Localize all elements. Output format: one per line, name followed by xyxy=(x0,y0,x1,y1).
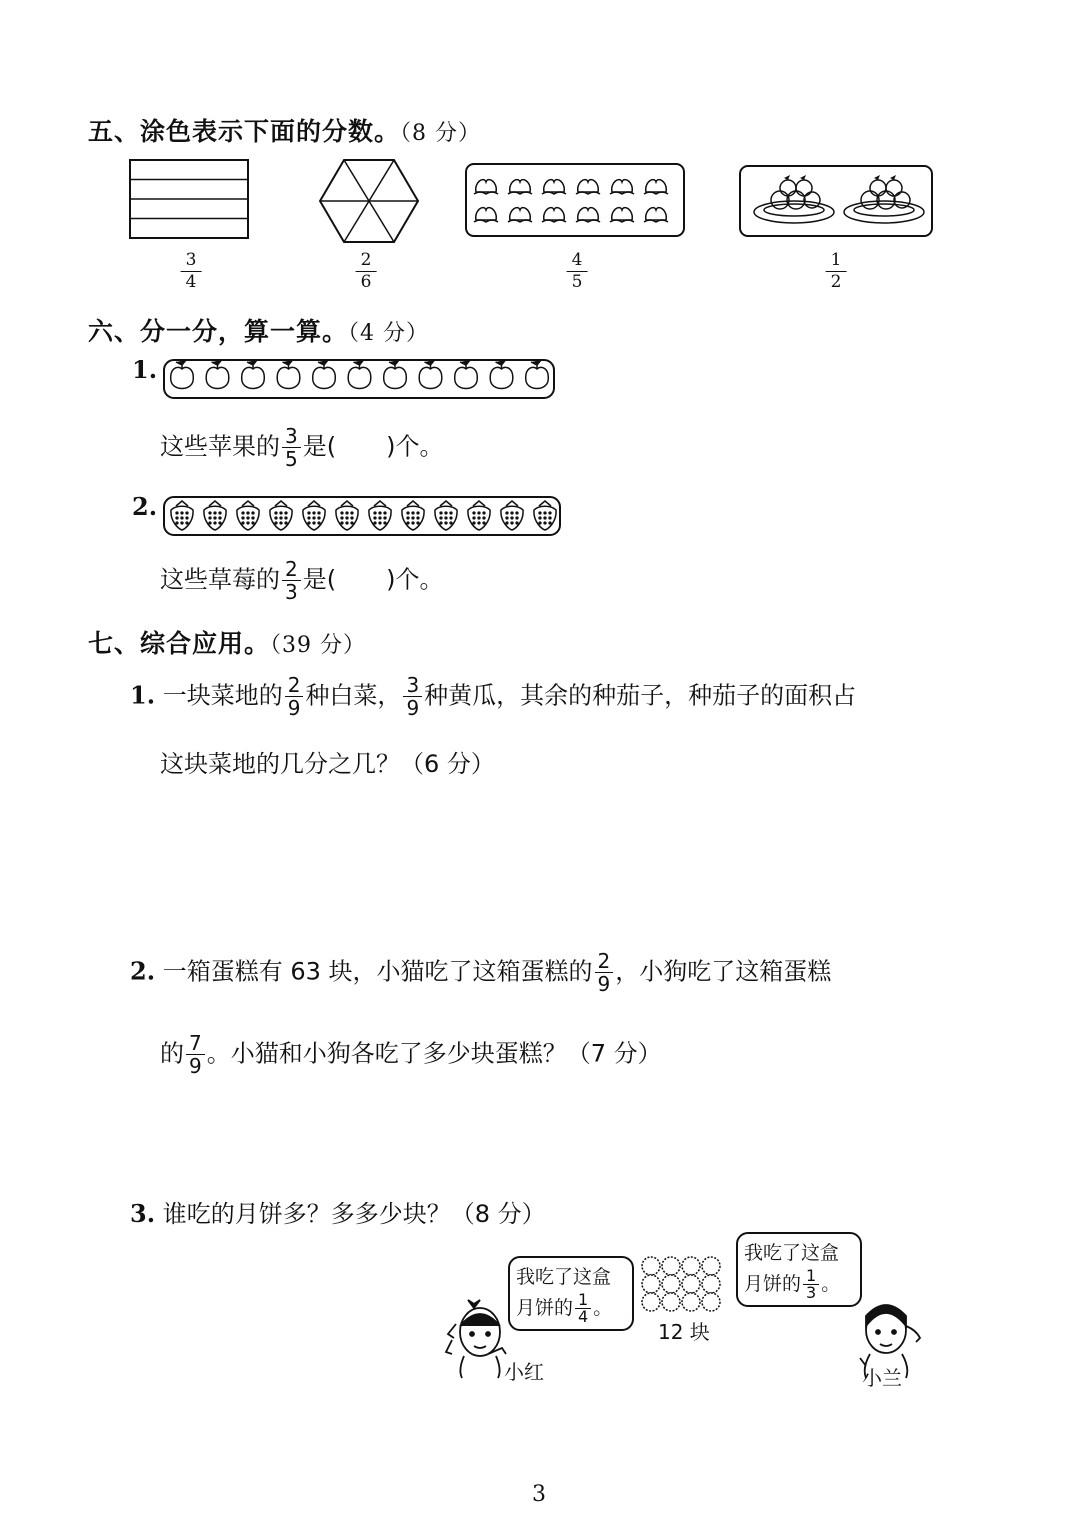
apple-icon xyxy=(384,360,407,389)
numerator: 4 xyxy=(567,250,588,272)
numerator: 2 xyxy=(356,250,377,272)
apple-icon xyxy=(419,360,442,389)
strawberry-icon xyxy=(204,501,226,530)
left-speech-bubble: 我吃了这盒 月饼的 $\frac{1}{4}$ 。 xyxy=(508,1256,634,1331)
apple-row-figure[interactable] xyxy=(162,356,556,402)
fraction-1-4: $\frac{1}{4}$ xyxy=(575,1292,591,1325)
apple-icon xyxy=(171,360,194,389)
right-speech-bubble: 我吃了这盒 月饼的 $\frac{1}{3}$ 。 xyxy=(736,1232,862,1307)
fraction-1-2 xyxy=(826,250,847,293)
name-xiaolan: 小兰 xyxy=(862,1366,902,1390)
fraction-3-4 xyxy=(181,250,202,293)
fraction-2-9: $\frac{2}{9}$ xyxy=(285,674,304,719)
mooncake xyxy=(702,1293,720,1311)
denominator: 2 xyxy=(830,272,842,292)
mooncake-box-icon xyxy=(640,1256,724,1314)
fraction-3-9: $\frac{3}{9}$ xyxy=(403,674,422,719)
rectangle-figure[interactable] xyxy=(128,158,252,242)
fraction-3-5: $\frac{3}{5}$ xyxy=(282,425,301,470)
numerator: 3 xyxy=(181,250,202,272)
question-number: 1. xyxy=(132,355,158,384)
mooncake xyxy=(642,1293,660,1311)
numerator: 1 xyxy=(826,250,847,272)
strawberry-icon xyxy=(468,501,490,530)
fraction-7-9: $\frac{7}{9}$ xyxy=(186,1032,205,1077)
mooncake xyxy=(642,1257,660,1275)
apple-icon xyxy=(490,360,513,389)
mooncake xyxy=(682,1275,700,1293)
apple-icon xyxy=(277,360,300,389)
mooncake xyxy=(682,1293,700,1311)
strawberry-icon xyxy=(435,501,457,530)
peach-icons xyxy=(474,180,668,222)
denominator: 5 xyxy=(571,272,583,292)
hexagon-figure[interactable] xyxy=(318,158,420,244)
apple-icon xyxy=(206,360,229,389)
section6-heading: 六、分一分，算一算。（4 分） xyxy=(88,317,430,346)
section5-heading: 五、涂色表示下面的分数。（8 分） xyxy=(88,117,482,146)
question-7-2-line1: 2. 一箱蛋糕有 63 块，小猫吃了这箱蛋糕的 $\frac{2}{9}$ ，小狗吃了这箱蛋糕 xyxy=(130,949,832,996)
fraction-2-6 xyxy=(356,250,377,293)
apple-icon xyxy=(313,360,336,389)
strawberry-icon xyxy=(501,501,523,530)
question-7-1-line2: 这块菜地的几分之几？（6 分） xyxy=(160,750,495,778)
question-7-1-line1: 1. 一块菜地的 $\frac{2}{9}$ 种白菜， $\frac{3}{9}$ 种黄瓜，其余的种茄子，种茄子的面积占 xyxy=(130,673,857,720)
strawberry-icon xyxy=(534,501,556,530)
page-number: 3 xyxy=(532,1482,546,1507)
question-7-3-text: 3. 谁吃的月饼多？多多少块？（8 分） xyxy=(130,1199,546,1228)
strawberry-icon xyxy=(237,501,259,530)
apple-icon xyxy=(242,360,265,389)
question-number: 2. xyxy=(132,492,158,521)
apple-icon xyxy=(348,360,371,389)
question-6-2-text: 这些草莓的 $\frac{2}{3}$ 是( )个。 xyxy=(160,557,444,604)
strawberry-icon xyxy=(270,501,292,530)
strawberry-icon xyxy=(171,501,193,530)
mooncake xyxy=(702,1275,720,1293)
denominator: 4 xyxy=(185,272,197,292)
fraction-2-3: $\frac{2}{3}$ xyxy=(282,558,301,603)
strawberry-icon xyxy=(369,501,391,530)
peach-box-figure[interactable] xyxy=(464,162,686,238)
fraction-1-3: $\frac{1}{3}$ xyxy=(803,1268,819,1301)
mooncake xyxy=(662,1293,680,1311)
strawberry-row-figure[interactable] xyxy=(162,494,562,538)
mooncake xyxy=(682,1257,700,1275)
question-7-2-line2: 的 $\frac{7}{9}$ 。小猫和小狗各吃了多少块蛋糕？（7 分） xyxy=(160,1031,662,1078)
strawberry-icon xyxy=(303,501,325,530)
mooncake xyxy=(702,1257,720,1275)
mooncake xyxy=(662,1257,680,1275)
name-xiaohong: 小红 xyxy=(504,1360,544,1384)
mooncake xyxy=(642,1275,660,1293)
strawberry-icon xyxy=(402,501,424,530)
fraction-2-9: $\frac{2}{9}$ xyxy=(595,950,614,995)
fraction-4-5 xyxy=(567,250,588,293)
apple-plates-figure[interactable] xyxy=(738,164,934,238)
question-6-1-text: 这些苹果的 $\frac{3}{5}$ 是( )个。 xyxy=(160,424,444,471)
apple-icon xyxy=(455,360,478,389)
mooncake-count-label: 12 块 xyxy=(658,1320,710,1344)
mooncake xyxy=(662,1275,680,1293)
denominator: 6 xyxy=(360,272,372,292)
apple-icon xyxy=(526,360,549,389)
strawberry-icon xyxy=(336,501,358,530)
section7-heading: 七、综合应用。（39 分） xyxy=(88,629,367,658)
